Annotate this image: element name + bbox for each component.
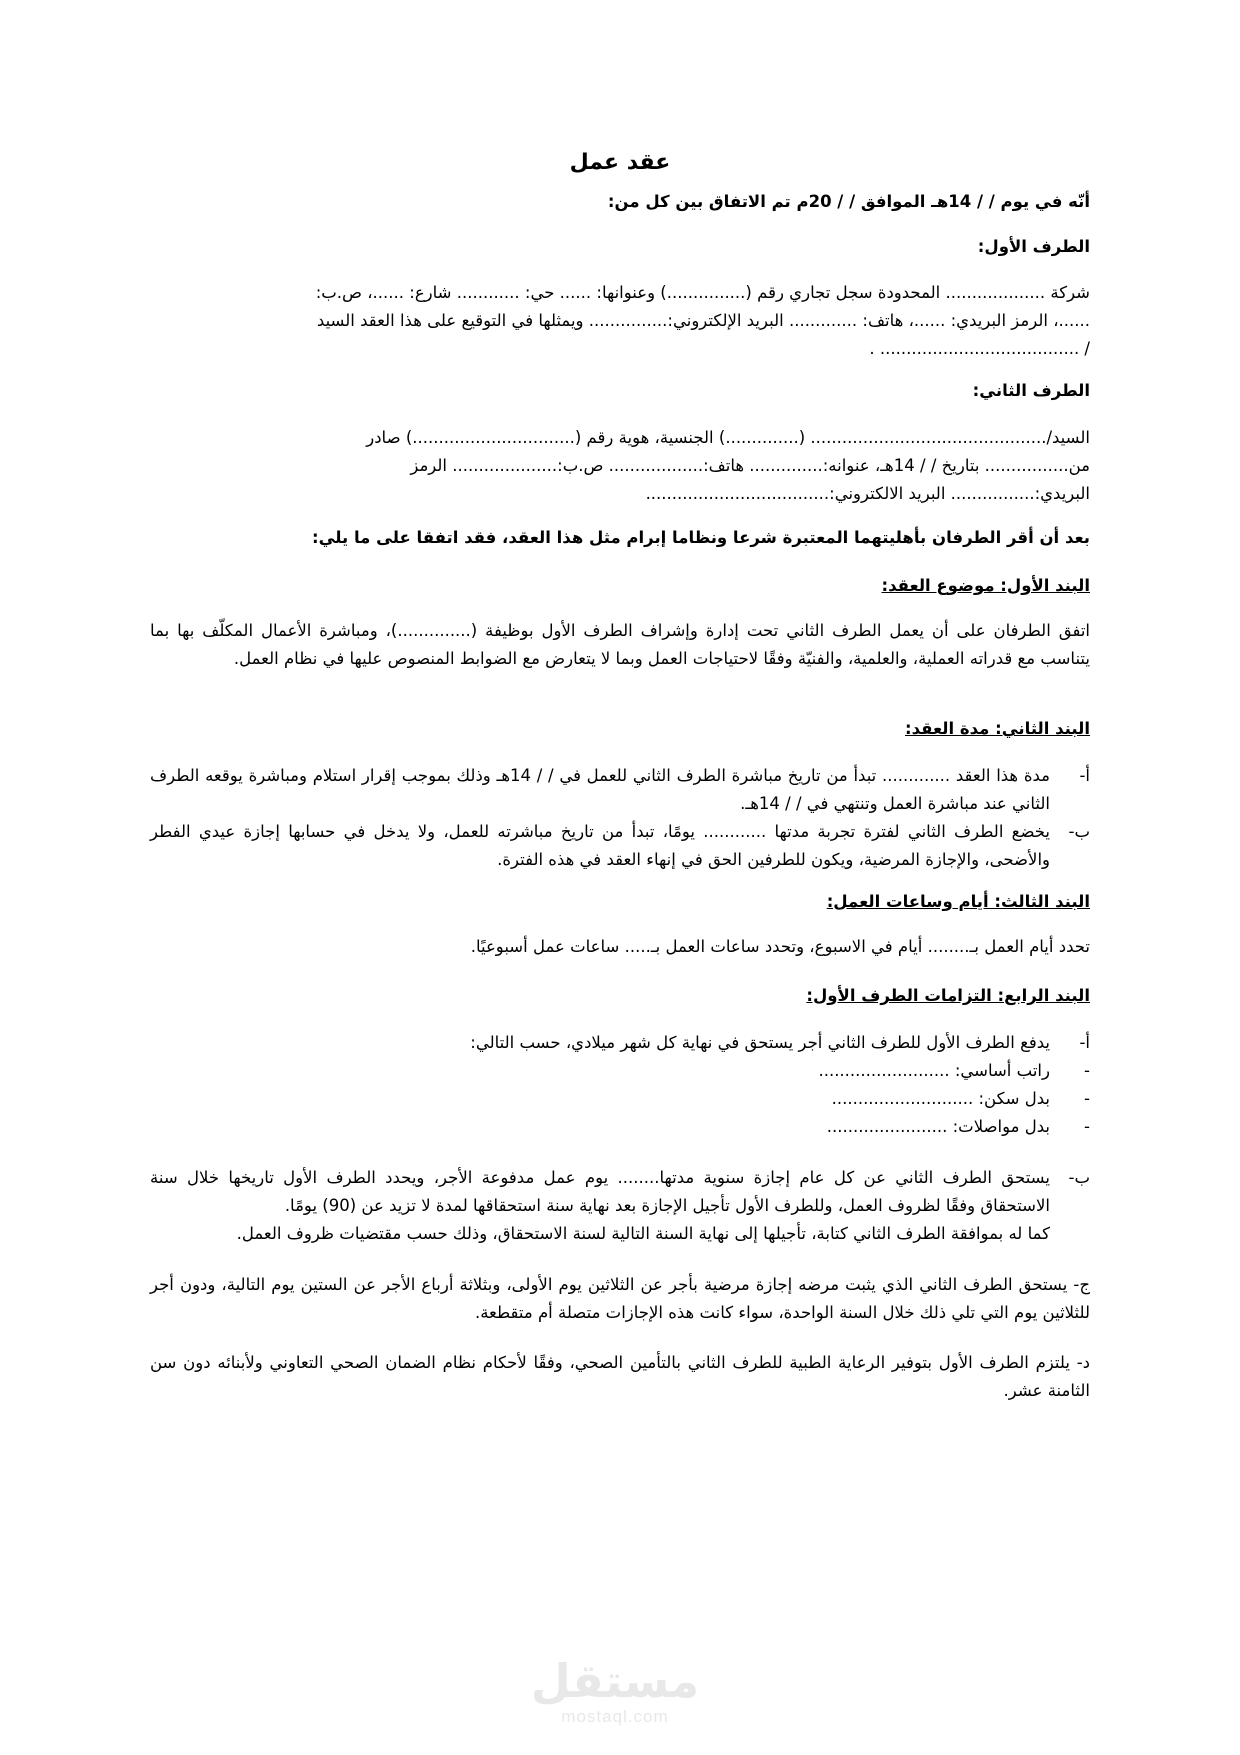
preamble: بعد أن أقر الطرفان بأهليتهما المعتبرة شرعا ونظاما إبرام مثل هذا العقد، فقد اتفقا على ما يلي:	[311, 528, 1090, 547]
allowance-text: بدل سكن: ...........................	[831, 1089, 1050, 1108]
first-party-line: ......، الرمز البريدي: ......، هاتف: ............. البريد الإلكتروني:............... ويمثلها في التوقيع على هذا العقد السيد	[316, 311, 1090, 330]
clause4-item-c: ج- يستحق الطرف الثاني الذي يثبت مرضه إجازة مرضية بأجر عن الثلاثين يوم الأولى، وبثلاثة أرباع الأجر عن الستين يوم التالية، ودون أجر للثلاثين يوم التي تلي ذلك خلال السنة الواحدة، سواء كانت هذه الإجازات متصلة أم متقطعة.	[150, 1275, 1090, 1322]
clause3-text: تحدد أيام العمل بـ........ أيام في الاسبوع، وتحدد ساعات العمل بـ..... ساعات عمل أسبوعيًا.	[470, 937, 1090, 956]
item-marker: ب-	[1068, 822, 1090, 841]
first-party-details	[150, 279, 1090, 363]
dash-marker: -	[1084, 1117, 1090, 1136]
second-party-heading: الطرف الثاني:	[972, 381, 1090, 400]
clause2-item-b	[150, 818, 1090, 874]
clause4-item-a	[150, 1029, 1090, 1057]
second-party-line: من................ بتاريخ / / 14هـ، عنوانه:.............. هاتف:.................. ص.ب:.................... الرمز	[410, 456, 1090, 475]
clause1-heading: البند الأول: موضوع العقد:	[881, 576, 1090, 595]
allowance-transport	[150, 1113, 1090, 1141]
allowance-housing	[150, 1085, 1090, 1113]
second-party-line: السيد/............................................. (..............) الجنسية، هوية رقم (...............................) صادر	[366, 428, 1090, 447]
watermark-logo	[530, 1655, 700, 1727]
second-party-line: البريدي:................ البريد الالكتروني:...................................	[645, 484, 1090, 503]
item-text: يدفع الطرف الأول للطرف الثاني أجر يستحق في نهاية كل شهر ميلادي، حسب التالي:	[470, 1033, 1050, 1052]
clause4-item-b	[150, 1164, 1090, 1248]
clause2-heading: البند الثاني: مدة العقد:	[904, 719, 1090, 738]
allowance-text: راتب أساسي: .........................	[818, 1061, 1050, 1080]
item-line: يستحق الطرف الثاني عن كل عام إجازة سنوية مدتها........ يوم عمل مدفوعة الأجر، ويحدد الطرف الأول تاريخها خلال سنة الاستحقاق وفقًا لظروف العمل، وللطرف الأول تأجيل الإجازة بعد نهاية سنة استحقاقها لمدة لا تزيد عن (90) يومًا.	[150, 1168, 1050, 1215]
first-party-line: شركة ................... المحدودة سجل تجاري رقم (...............) وعنوانها: ...... حي: ............ شارع: ......، ص.ب:	[315, 283, 1090, 302]
clause4-heading: البند الرابع: التزامات الطرف الأول:	[806, 986, 1090, 1005]
item-text: يخضع الطرف الثاني لفترة تجربة مدتها ............ يومًا، تبدأ من تاريخ مباشرته للعمل، ولا يدخل في حسابها إجازة عيدي الفطر والأضحى، والإجازة المرضية، ويكون للطرفين الحق في إنهاء العقد في هذه الفترة.	[150, 822, 1050, 869]
allowance-text: بدل مواصلات: .......................	[826, 1117, 1050, 1136]
item-text: مدة هذا العقد ............. تبدأ من تاريخ مباشرة الطرف الثاني للعمل في / / 14هـ وذلك بموجب إقرار استلام ومباشرة يوقعه الطرف الثاني عند مباشرة العمل وتنتهي في / / 14هـ.	[150, 766, 1051, 813]
first-party-line: / ...................................... .	[869, 339, 1090, 358]
watermark-arabic: مستقل	[530, 1654, 700, 1708]
clause4-item-d: د- يلتزم الطرف الأول بتوفير الرعاية الطبية للطرف الثاني بالتأمين الصحي، وفقًا لأحكام نظام الضمان الصحي التعاوني ولأبنائه دون سن الثامنة عشر.	[150, 1353, 1090, 1400]
first-party-heading: الطرف الأول:	[977, 237, 1090, 256]
item-marker: أ-	[1079, 1033, 1090, 1052]
document-title: عقد عمل	[569, 150, 671, 175]
intro-line: أنّه في يوم / / 14هـ الموافق / / 20م تم الاتفاق بين كل من:	[607, 192, 1090, 211]
clause2-item-a	[150, 762, 1090, 818]
item-marker: ب-	[1068, 1168, 1090, 1187]
item-marker: أ-	[1079, 766, 1090, 785]
dash-marker: -	[1084, 1061, 1090, 1080]
dash-marker: -	[1084, 1089, 1090, 1108]
item-text	[150, 1164, 1050, 1248]
watermark-latin: mostaql.com	[561, 1707, 669, 1726]
clause3-heading: البند الثالث: أيام وساعات العمل:	[826, 892, 1090, 911]
item-line: كما له بموافقة الطرف الثاني كتابة، تأجيلها إلى نهاية السنة التالية لسنة الاستحقاق، وذلك حسب مقتضيات ظروف العمل.	[236, 1224, 1050, 1243]
clause1-text: اتفق الطرفان على أن يعمل الطرف الثاني تحت إدارة وإشراف الطرف الأول بوظيفة (..............)، ومباشرة الأعمال المكلّف بها بما يتناسب مع قدراته العملية، والعلمية، والفنيّة وفقًا لاحتياجات العمل وبما لا يتعارض مع الضوابط المنصوص عليها في نظام العمل.	[150, 621, 1090, 668]
second-party-details	[150, 424, 1090, 508]
allowance-basic-salary	[150, 1057, 1090, 1085]
